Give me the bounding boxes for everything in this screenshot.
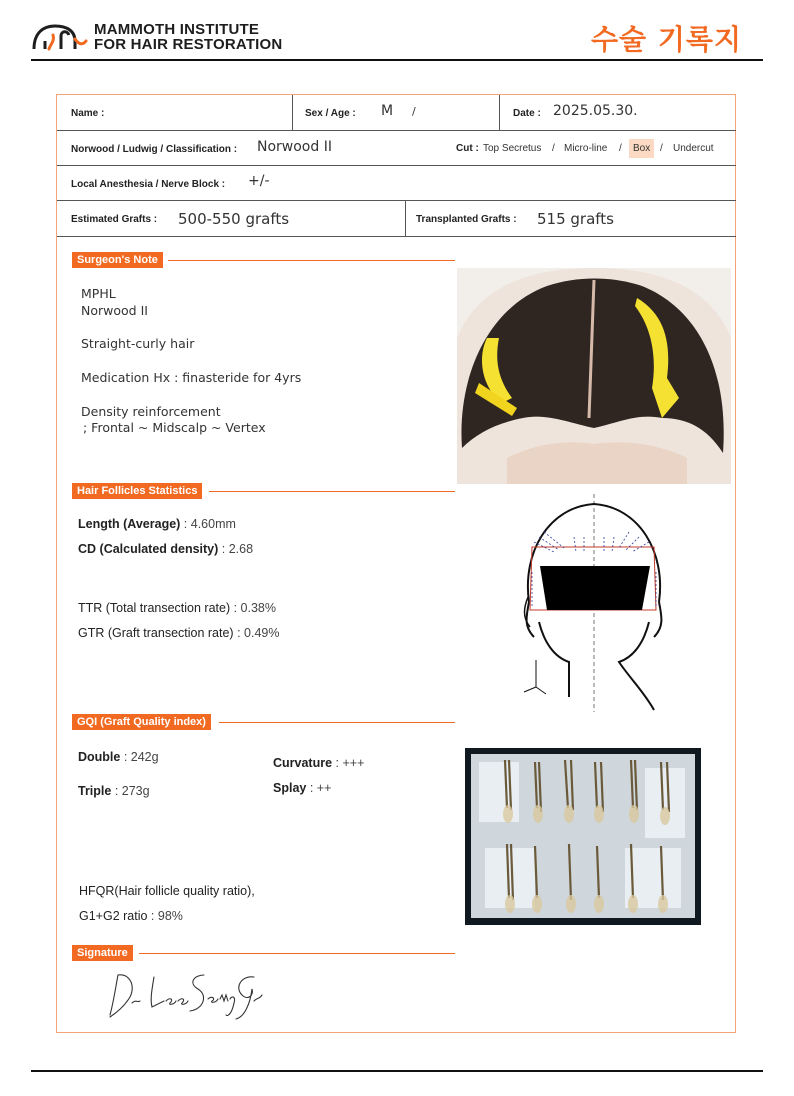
gtr-value: : 0.49% bbox=[233, 626, 280, 640]
transplanted-grafts-label: Transplanted Grafts : bbox=[416, 214, 517, 225]
section-rule bbox=[219, 722, 455, 723]
double-value: : 242g bbox=[120, 750, 159, 764]
splay-label: Splay bbox=[273, 781, 307, 795]
classification-value[interactable]: Norwood II bbox=[257, 139, 332, 155]
cut-option-box-selected[interactable]: Box bbox=[629, 139, 654, 158]
section-title: Signature bbox=[72, 945, 133, 961]
cut-option-micro-line[interactable]: Micro-line bbox=[564, 143, 608, 154]
cut-label: Cut : bbox=[456, 143, 479, 154]
double-label: Double bbox=[78, 750, 121, 764]
splay-value: : ++ bbox=[306, 781, 332, 795]
col-divider bbox=[292, 95, 293, 130]
g1g2-label: G1+G2 ratio bbox=[79, 909, 148, 923]
classification-label: Norwood / Ludwig / Classification : bbox=[71, 144, 238, 155]
cut-option-undercut[interactable]: Undercut bbox=[673, 143, 714, 154]
row-divider bbox=[57, 130, 736, 131]
cut-separator: / bbox=[619, 143, 622, 154]
section-title: Surgeon's Note bbox=[72, 252, 163, 268]
note-line: Density reinforcement bbox=[81, 404, 221, 419]
page-title: 수술 기록지 bbox=[591, 23, 742, 56]
section-rule bbox=[209, 491, 455, 492]
row-divider bbox=[57, 236, 736, 237]
institute-logo bbox=[31, 20, 291, 54]
header-divider bbox=[31, 59, 763, 61]
cd-label: CD (Calculated density) bbox=[78, 542, 219, 556]
row-divider bbox=[57, 200, 736, 201]
anesthesia-label: Local Anesthesia / Nerve Block : bbox=[71, 179, 226, 190]
note-line: Straight-curly hair bbox=[81, 336, 195, 351]
sex-value[interactable]: M bbox=[381, 103, 394, 119]
scalp-photo bbox=[457, 268, 731, 484]
logo-line-2: FOR HAIR RESTORATION bbox=[94, 36, 283, 53]
note-line: ; Frontal ~ Midscalp ~ Vertex bbox=[83, 420, 266, 435]
triple-stat bbox=[78, 784, 150, 798]
length-value: : 4.60mm bbox=[180, 517, 236, 531]
triple-label: Triple bbox=[78, 784, 112, 798]
mammoth-icon bbox=[31, 21, 89, 51]
cut-separator: / bbox=[660, 143, 663, 154]
curvature-label: Curvature bbox=[273, 756, 333, 770]
note-line: MPHL bbox=[81, 286, 116, 301]
date-label: Date : bbox=[513, 108, 541, 119]
note-line: Norwood II bbox=[81, 303, 148, 318]
col-divider bbox=[499, 95, 500, 130]
cd-stat bbox=[78, 542, 253, 556]
hfqr-label: HFQR(Hair follicle quality ratio), bbox=[79, 884, 255, 898]
double-stat bbox=[78, 750, 159, 764]
graft-photo bbox=[465, 748, 701, 925]
age-separator: / bbox=[412, 105, 416, 118]
section-title: GQI (Graft Quality index) bbox=[72, 714, 211, 730]
section-rule bbox=[168, 260, 455, 261]
gtr-stat bbox=[78, 626, 279, 640]
cd-value: : 2.68 bbox=[218, 542, 254, 556]
length-label: Length (Average) bbox=[78, 517, 181, 531]
note-line: Medication Hx : finasteride for 4yrs bbox=[81, 370, 302, 385]
handwritten-signature bbox=[104, 965, 266, 1023]
col-divider bbox=[405, 201, 406, 236]
logo-line-1: MAMMOTH INSTITUTE bbox=[94, 21, 260, 38]
sex-age-label: Sex / Age : bbox=[305, 108, 356, 119]
ttr-stat bbox=[78, 601, 276, 615]
estimated-grafts-label: Estimated Grafts : bbox=[71, 214, 158, 225]
cut-option-top-secretus[interactable]: Top Secretus bbox=[483, 143, 542, 154]
gtr-label: GTR (Graft transection rate) bbox=[78, 626, 234, 640]
anesthesia-value[interactable]: +/- bbox=[248, 173, 270, 189]
g1g2-stat bbox=[79, 909, 183, 923]
donor-area-diagram bbox=[514, 492, 664, 714]
cut-separator: / bbox=[552, 143, 555, 154]
ttr-label: TTR (Total transection rate) bbox=[78, 601, 231, 615]
date-value[interactable]: 2025.05.30. bbox=[553, 103, 638, 119]
estimated-grafts-value[interactable]: 500-550 grafts bbox=[178, 210, 290, 228]
footer-divider bbox=[31, 1070, 763, 1072]
length-stat bbox=[78, 517, 236, 531]
section-rule bbox=[139, 953, 455, 954]
g1g2-value: : 98% bbox=[147, 909, 183, 923]
ttr-value: : 0.38% bbox=[230, 601, 277, 615]
row-divider bbox=[57, 165, 736, 166]
name-label: Name : bbox=[71, 108, 105, 119]
curvature-stat bbox=[273, 756, 364, 770]
splay-stat bbox=[273, 781, 331, 795]
transplanted-grafts-value[interactable]: 515 grafts bbox=[537, 210, 614, 228]
section-title: Hair Follicles Statistics bbox=[72, 483, 202, 499]
curvature-value: : +++ bbox=[332, 756, 365, 770]
triple-value: : 273g bbox=[111, 784, 150, 798]
